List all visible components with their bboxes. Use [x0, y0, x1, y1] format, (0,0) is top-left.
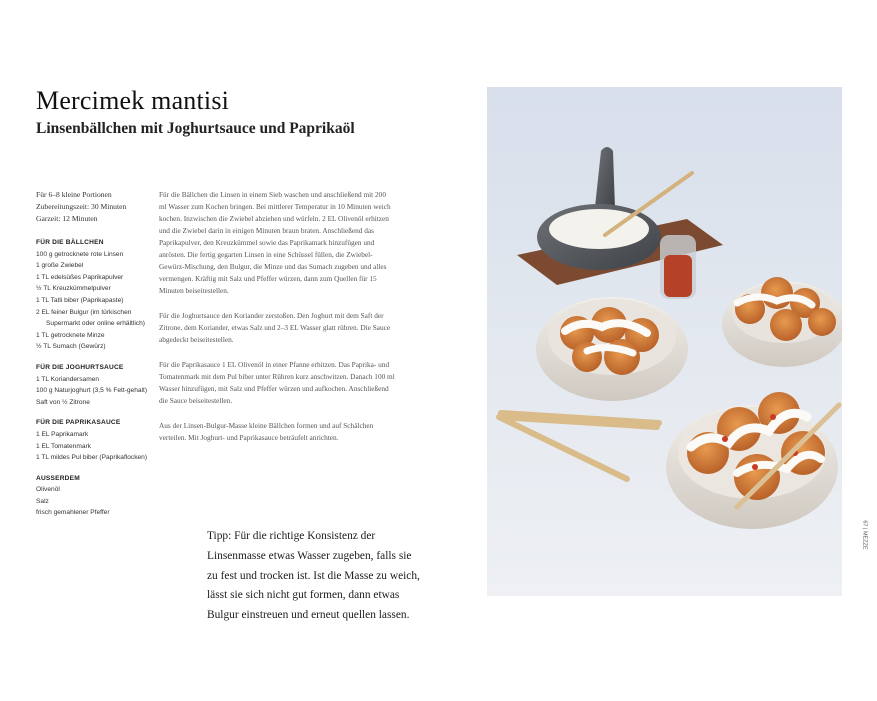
page-number-right: 67 | MEZZE: [861, 520, 868, 550]
ingredient-item: 1 EL Paprikamark: [36, 430, 89, 438]
ingredient-item: ½ TL Sumach (Gewürz): [36, 343, 106, 351]
ingredient-item: 2 EL feiner Bulgur (im türkischen Supermarkt oder online erhältlich): [36, 308, 145, 328]
ingredient-section-joghurtsauce: [36, 362, 154, 408]
ingredient-section-baellchen: [36, 237, 154, 353]
ingredient-item: 1 TL Koriandersamen: [36, 375, 100, 383]
tip-text: Tipp: Für die richtige Konsistenz der Linsenmasse etwas Wasser zugeben, falls sie zu fest und trocken ist. Ist die Masse zu weich, lässt sie sich nicht gut formen, dann etwas Bulgur einstreuen und erneut quellen lassen.: [207, 530, 420, 622]
ingredient-item: 1 TL getrocknete Minze: [36, 331, 105, 339]
ingredient-item: ½ TL Kreuzkümmelpulver: [36, 285, 111, 293]
ingredient-list: [36, 237, 154, 528]
step-paragraph: Für die Bällchen die Linsen in einem Sieb waschen und anschließend mit 200 ml Wasser zum Kochen bringen. Bei mittlerer Temperatur in 10 Minuten weich kochen. Inzwischen die Zwiebel abziehen und würfeln. 2 EL Olivenöl erhitzen und die Zwiebel darin in einigen Minuten braun braten. Anschließend das Paprikapulver, den Kreuzkümmel sowie das Paprikamark hinzufügen und anrösten. Die fertig gegarten Linsen in eine Schüssel füllen, die Zwiebel-Gewürz-Mischung, den Bulgur, die Minze und das Sumach zugeben und alles vermengen. Kräftig mit Salz und Pfeffer würzen, dann zum Quellen für 15 Minuten beiseitestellen.: [159, 190, 391, 295]
folio-right: [861, 514, 876, 564]
ingredient-item: 100 g Naturjoghurt (3,5 % Fett-gehalt): [36, 387, 148, 395]
step-paragraph: Aus der Linsen-Bulgur-Masse kleine Bällchen formen und auf Schälchen verteilen. Mit Joghurt- und Paprikasauce beträufelt anrichten.: [159, 421, 374, 442]
ingredient-item: 1 EL Tomatenmark: [36, 442, 91, 450]
cook-time: Garzeit: 12 Minuten: [36, 214, 98, 223]
section-heading: FÜR DIE JOGHURTSAUCE: [36, 363, 124, 371]
step-paragraph: Für die Paprikasauce 1 EL Olivenöl in einer Pfanne erhitzen. Das Paprika- und Tomatenmark mit dem Pul biber unter Rühren kurz anschwitzen. Danach 100 ml Wasser hinzufügen, mit Salz und Pfeffer würzen und aufkochen. Anschließend die Sauce beiseitestellen.: [159, 360, 395, 405]
ingredient-item: 1 TL edelsüßes Paprikapulver: [36, 273, 124, 281]
folio-left: [0, 514, 10, 564]
ingredient-item: 1 große Zwiebel: [36, 262, 84, 270]
ingredient-item: Olivenöl: [36, 486, 60, 494]
section-heading: FÜR DIE PAPRIKASAUCE: [36, 419, 121, 427]
spice-jar-content: [664, 255, 692, 297]
prep-time: Zubereitungszeit: 30 Minuten: [36, 202, 127, 211]
ingredient-item: Salz: [36, 497, 49, 505]
food-photo: [487, 87, 842, 596]
ingredient-item: 1 TL mildes Pul biber (Paprikaflocken): [36, 454, 148, 462]
recipe-title: Mercimek mantisi: [36, 86, 230, 115]
preparation-steps: [159, 189, 395, 457]
section-heading: FÜR DIE BÄLLCHEN: [36, 239, 104, 246]
ingredient-section-ausserdem: [36, 473, 154, 519]
ingredient-item: 100 g getrocknete rote Linsen: [36, 250, 124, 258]
step-paragraph: Für die Joghurtsauce den Koriander zerstoßen. Den Joghurt mit dem Saft der Zitrone, dem Koriander, etwas Salz und 2–3 EL Wasser glatt rühren. Die Sauce abgedeckt beiseitestellen.: [159, 311, 391, 344]
ingredient-item: frisch gemahlener Pfeffer: [36, 509, 110, 517]
section-heading: AUSSERDEM: [36, 474, 80, 482]
recipe-meta: [36, 189, 156, 225]
portions: Für 6–8 kleine Portionen: [36, 190, 112, 199]
ingredient-section-paprikasauce: [36, 417, 154, 463]
ingredient-item: 1 TL Tatli biber (Paprikapaste): [36, 296, 124, 304]
ingredient-item: Saft von ½ Zitrone: [36, 398, 90, 406]
recipe-subtitle: Linsenbällchen mit Joghurtsauce und Paprikaöl: [36, 120, 355, 137]
